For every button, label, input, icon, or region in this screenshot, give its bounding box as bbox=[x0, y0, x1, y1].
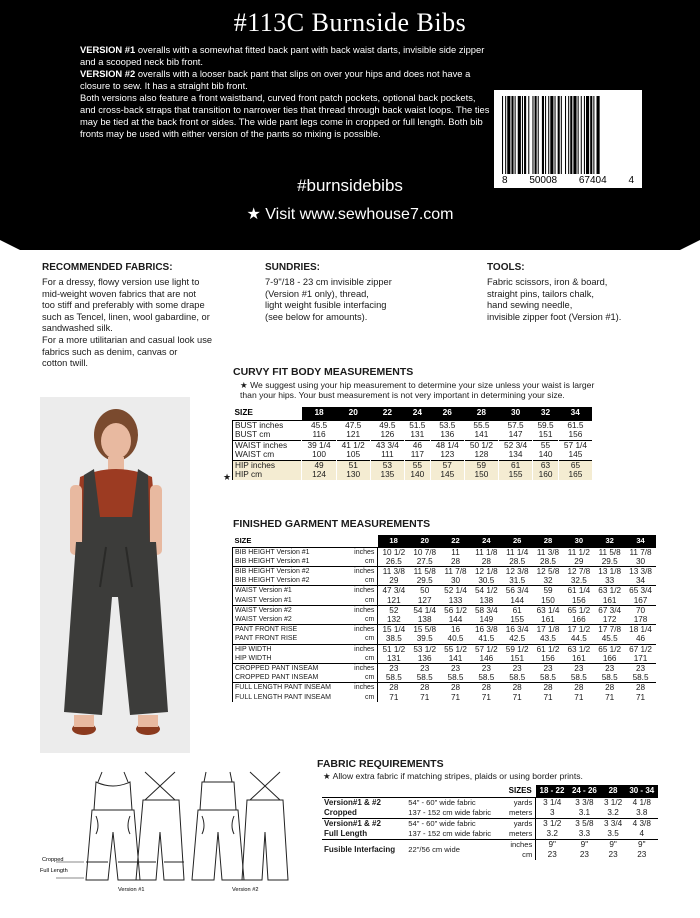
technical-drawings bbox=[40, 770, 300, 895]
model-photo bbox=[40, 397, 190, 753]
curvy-cell: 57 1/4 145 bbox=[558, 440, 592, 460]
fabric-cell: 4 1/8 3.8 bbox=[626, 797, 658, 818]
finished-row bbox=[233, 605, 657, 624]
barcode-bar bbox=[511, 96, 513, 174]
finished-cell: 23 58.5 bbox=[471, 663, 502, 682]
curvy-cell: 59.5 151 bbox=[533, 420, 559, 440]
finished-cell: 23 58.5 bbox=[563, 663, 594, 682]
recommended-text: For a dressy, flowy version use light to mid-weight woven fabrics that are not too stiff and preferably with some drape such as Tencel, linen, wool gabardine, or sandwashed silk. For a more utilitarian and casual look use fabrics such as denim, canvas or cotton twill. bbox=[42, 277, 213, 369]
finished-cell: 18 1/4 46 bbox=[625, 625, 656, 644]
fabric-cell: 3 3/8 3.1 bbox=[568, 797, 600, 818]
finished-cell: 15 5/8 39.5 bbox=[409, 625, 440, 644]
curvy-cell: 63 160 bbox=[533, 460, 559, 480]
finished-cell: 10 7/8 27.5 bbox=[409, 547, 440, 566]
curvy-size-header: 34 bbox=[558, 407, 592, 420]
barcode-bar bbox=[561, 96, 562, 174]
finished-cell: 52 132 bbox=[378, 605, 409, 624]
finished-cell: 12 5/8 32 bbox=[533, 566, 564, 585]
barcode-bar bbox=[524, 96, 526, 174]
fabric-requirements-table bbox=[322, 785, 658, 860]
finished-cell: 11 1/4 28.5 bbox=[502, 547, 533, 566]
pattern-description bbox=[80, 44, 490, 140]
finished-cell: 17 7/8 45.5 bbox=[594, 625, 625, 644]
finished-cell: 11 3/8 29 bbox=[378, 566, 409, 585]
sundries-text: 7-9"/18 - 23 cm invisible zipper (Version #1 only), thread, light weight fusible interfacing (see below for amounts). bbox=[265, 277, 392, 322]
curvy-cell: 43 3/4 111 bbox=[370, 440, 404, 460]
finished-cell: 23 58.5 bbox=[502, 663, 533, 682]
finished-cell: 23 58.5 bbox=[440, 663, 471, 682]
version1-lead: VERSION #1 bbox=[80, 44, 136, 55]
finished-size-header: 18 bbox=[378, 535, 409, 547]
finished-size-header: 34 bbox=[625, 535, 656, 547]
barcode-bar bbox=[507, 96, 510, 174]
curvy-size-header: 26 bbox=[430, 407, 464, 420]
curvy-row bbox=[233, 440, 593, 460]
fabric-row bbox=[322, 818, 658, 839]
hip-star-icon: ★ bbox=[223, 472, 232, 482]
finished-cell: 61 155 bbox=[502, 605, 533, 624]
finished-cell: 70 178 bbox=[625, 605, 656, 624]
finished-cell: 12 7/8 32.5 bbox=[563, 566, 594, 585]
barcode-bar bbox=[535, 96, 537, 174]
curvy-row-label: HIP inches HIP cm bbox=[233, 460, 302, 480]
finished-cell: 28 71 bbox=[440, 683, 471, 702]
recommended-fabrics bbox=[42, 262, 242, 370]
curvy-cell: 46 117 bbox=[404, 440, 430, 460]
finished-cell: 56 3/4 144 bbox=[502, 586, 533, 605]
finished-cell: 50 127 bbox=[409, 586, 440, 605]
finished-size-header: 30 bbox=[563, 535, 594, 547]
fabric-row-unit: inches cm bbox=[504, 839, 536, 860]
finished-cell: 17 1/2 44.5 bbox=[563, 625, 594, 644]
version2-text: overalls with a looser back pant that slips on over your hips and does not have a closure to sew. It has a straight bib front. bbox=[80, 68, 471, 91]
barcode-bar bbox=[584, 96, 585, 174]
finished-cell: 61 1/4 156 bbox=[563, 586, 594, 605]
fabric-row bbox=[322, 839, 658, 860]
barcode-bar bbox=[597, 96, 600, 174]
finished-row-label: BIB HEIGHT Version #1 BIB HEIGHT Version #1 bbox=[233, 547, 349, 566]
finished-cell: 11 7/8 30 bbox=[625, 547, 656, 566]
fabric-cell: 9" 23 bbox=[568, 839, 600, 860]
curvy-cell: 59 150 bbox=[464, 460, 498, 480]
curvy-size-label: SIZE bbox=[233, 407, 302, 420]
barcode-bar bbox=[565, 96, 566, 174]
finished-cell: 28 71 bbox=[625, 683, 656, 702]
finished-row-label: PANT FRONT RISE PANT FRONT RISE bbox=[233, 625, 349, 644]
fabric-row-unit: yards meters bbox=[504, 818, 536, 839]
finished-cell: 11 3/8 28.5 bbox=[533, 547, 564, 566]
curvy-size-header: 30 bbox=[499, 407, 533, 420]
finished-cell: 63 1/2 161 bbox=[594, 586, 625, 605]
barcode-digit-3: 67404 bbox=[578, 175, 607, 186]
barcode-bar bbox=[550, 96, 553, 174]
curvy-cell: 41 1/2 105 bbox=[336, 440, 370, 460]
hashtag: #burnsidebibs bbox=[297, 176, 403, 195]
curvy-cell: 48 1/4 123 bbox=[430, 440, 464, 460]
barcode-bar bbox=[586, 96, 589, 174]
barcode bbox=[494, 90, 642, 188]
finished-cell: 11 7/8 30 bbox=[440, 566, 471, 585]
curvy-size-header: 28 bbox=[464, 407, 498, 420]
finished-cell: 12 1/8 30.5 bbox=[471, 566, 502, 585]
fabric-note: ★ Allow extra fabric if matching stripes, plaids or using border prints. bbox=[323, 771, 583, 781]
curvy-cell: 57 145 bbox=[430, 460, 464, 480]
finished-row-label: CROPPED PANT INSEAM CROPPED PANT INSEAM bbox=[233, 663, 349, 682]
finished-row-unit: inches cm bbox=[348, 605, 378, 624]
finished-cell: 67 3/4 172 bbox=[594, 605, 625, 624]
finished-cell: 12 3/8 31.5 bbox=[502, 566, 533, 585]
version2-lead: VERSION #2 bbox=[80, 68, 136, 79]
finished-cell: 47 3/4 121 bbox=[378, 586, 409, 605]
finished-cell: 11 1/2 29 bbox=[563, 547, 594, 566]
barcode-bar bbox=[502, 96, 503, 174]
finished-row bbox=[233, 683, 657, 702]
finished-size-header: 28 bbox=[533, 535, 564, 547]
finished-row-unit: inches cm bbox=[348, 663, 378, 682]
finished-row-label: FULL LENGTH PANT INSEAM FULL LENGTH PANT INSEAM bbox=[233, 683, 349, 702]
version1-text: overalls with a somewhat fitted back pant with back waist darts, invisible side zipper and a scooped neck bib front. bbox=[80, 44, 485, 67]
finished-cell: 53 1/2 136 bbox=[409, 644, 440, 663]
tools bbox=[487, 262, 677, 323]
header-banner bbox=[0, 0, 700, 240]
finished-row bbox=[233, 625, 657, 644]
fabric-cell: 3 1/2 3.2 bbox=[536, 818, 568, 839]
fabric-sizes-label: SIZES bbox=[322, 785, 536, 797]
curvy-size-header: 20 bbox=[336, 407, 370, 420]
finished-size-header: 24 bbox=[471, 535, 502, 547]
curvy-cell: 49.5 126 bbox=[370, 420, 404, 440]
fabric-cell: 3 3/4 3.5 bbox=[601, 818, 626, 839]
curvy-cell: 55 140 bbox=[404, 460, 430, 480]
finished-cell: 28 71 bbox=[378, 683, 409, 702]
barcode-bar bbox=[593, 96, 594, 174]
finished-cell: 23 58.5 bbox=[625, 663, 656, 682]
curvy-cell: 39 1/4 100 bbox=[302, 440, 336, 460]
finished-row-unit: inches cm bbox=[348, 547, 378, 566]
curvy-cell: 55 140 bbox=[533, 440, 559, 460]
curvy-cell: 53.5 136 bbox=[430, 420, 464, 440]
finished-row bbox=[233, 586, 657, 605]
finished-cell: 51 1/2 131 bbox=[378, 644, 409, 663]
finished-title: FINISHED GARMENT MEASUREMENTS bbox=[233, 518, 431, 530]
fabric-row-label: Version#1 & #2 Full Length bbox=[322, 818, 406, 839]
model-illustration bbox=[40, 397, 190, 753]
fabric-row-unit: yards meters bbox=[504, 797, 536, 818]
curvy-cell: 52 3/4 134 bbox=[499, 440, 533, 460]
finished-row-unit: inches cm bbox=[348, 683, 378, 702]
curvy-size-header: 18 bbox=[302, 407, 336, 420]
finished-cell: 23 58.5 bbox=[533, 663, 564, 682]
finished-cell: 28 71 bbox=[533, 683, 564, 702]
curvy-cell: 61 155 bbox=[499, 460, 533, 480]
finished-cell: 11 5/8 29.5 bbox=[409, 566, 440, 585]
label-version1: Version #1 bbox=[118, 887, 145, 893]
finished-cell: 28 71 bbox=[594, 683, 625, 702]
curvy-cell: 65 165 bbox=[558, 460, 592, 480]
barcode-bar bbox=[538, 96, 539, 174]
finished-cell: 54 1/4 138 bbox=[409, 605, 440, 624]
finished-cell: 65 3/4 167 bbox=[625, 586, 656, 605]
barcode-digit-4: 4 bbox=[628, 175, 634, 186]
barcode-bar bbox=[555, 96, 556, 174]
fabric-cell: 3 5/8 3.3 bbox=[568, 818, 600, 839]
barcode-digit-2: 50008 bbox=[529, 175, 558, 186]
curvy-cell: 45.5 116 bbox=[302, 420, 336, 440]
barcode-bar bbox=[545, 96, 546, 174]
finished-cell: 28 71 bbox=[409, 683, 440, 702]
finished-row bbox=[233, 547, 657, 566]
finished-row bbox=[233, 566, 657, 585]
barcode-digit-1: 8 bbox=[502, 175, 508, 186]
curvy-cell: 47.5 121 bbox=[336, 420, 370, 440]
finished-size-header: 26 bbox=[502, 535, 533, 547]
curvy-fit-table bbox=[232, 407, 592, 480]
fabric-row-desc: 54" - 60" wide fabric 137 - 152 cm wide fabric bbox=[406, 797, 503, 818]
label-version2: Version #2 bbox=[232, 887, 259, 893]
fabric-cell: 3 1/4 3 bbox=[536, 797, 568, 818]
finished-cell: 23 58.5 bbox=[378, 663, 409, 682]
visit-text: Visit www.sewhouse7.com bbox=[265, 206, 454, 223]
finished-cell: 58 3/4 149 bbox=[471, 605, 502, 624]
label-cropped: Cropped bbox=[42, 857, 64, 863]
finished-cell: 67 1/2 171 bbox=[625, 644, 656, 663]
barcode-bar bbox=[581, 96, 582, 174]
finished-cell: 23 58.5 bbox=[594, 663, 625, 682]
finished-size-header: 22 bbox=[440, 535, 471, 547]
finished-cell: 59 150 bbox=[533, 586, 564, 605]
finished-cell: 17 1/8 43.5 bbox=[533, 625, 564, 644]
finished-cell: 11 1/8 28 bbox=[471, 547, 502, 566]
barcode-bar bbox=[573, 96, 576, 174]
barcode-bar bbox=[522, 96, 523, 174]
finished-cell: 10 1/2 26.5 bbox=[378, 547, 409, 566]
fabric-title: FABRIC REQUIREMENTS bbox=[317, 758, 444, 770]
finished-cell: 28 71 bbox=[563, 683, 594, 702]
finished-cell: 61 1/2 156 bbox=[533, 644, 564, 663]
curvy-cell: 51 130 bbox=[336, 460, 370, 480]
finished-cell: 28 71 bbox=[502, 683, 533, 702]
fabric-row-desc: 54" - 60" wide fabric 137 - 152 cm wide fabric bbox=[406, 818, 503, 839]
finished-cell: 11 5/8 29.5 bbox=[594, 547, 625, 566]
barcode-bar bbox=[548, 96, 549, 174]
pattern-title: #113C Burnside Bibs bbox=[233, 8, 467, 37]
barcode-bar bbox=[568, 96, 569, 174]
fabric-size-header: 30 - 34 bbox=[626, 785, 658, 797]
finished-garment-table bbox=[232, 535, 656, 702]
fabric-row-label: Version#1 & #2 Cropped bbox=[322, 797, 406, 818]
finished-size-header: 20 bbox=[409, 535, 440, 547]
both-versions-text: Both versions also feature a front waistband, curved front patch pockets, optional back pockets, and cross-back straps that transition to narrower ties that thread through back waist loops. The ties may be tied at the back front or sides. The wide pant legs come in cropped or full length. Both bib fronts may be used with either version of the pants so mixing is possible. bbox=[80, 92, 490, 139]
barcode-bar bbox=[528, 96, 529, 174]
finished-cell: 59 1/2 151 bbox=[502, 644, 533, 663]
barcode-bars bbox=[500, 96, 636, 174]
fabric-cell: 9" 23 bbox=[601, 839, 626, 860]
curvy-cell: 51.5 131 bbox=[404, 420, 430, 440]
fabric-size-header: 28 bbox=[601, 785, 626, 797]
fabric-cell: 9" 23 bbox=[536, 839, 568, 860]
fabric-cell: 3 1/2 3.2 bbox=[601, 797, 626, 818]
star-icon: ★ bbox=[246, 206, 261, 223]
finished-size-label: SIZE bbox=[233, 535, 378, 547]
finished-cell: 16 3/8 41.5 bbox=[471, 625, 502, 644]
finished-size-header: 32 bbox=[594, 535, 625, 547]
finished-cell: 55 1/2 141 bbox=[440, 644, 471, 663]
curvy-row bbox=[233, 460, 593, 480]
finished-cell: 16 40.5 bbox=[440, 625, 471, 644]
fabric-cell: 4 3/8 4 bbox=[626, 818, 658, 839]
finished-cell: 54 1/2 138 bbox=[471, 586, 502, 605]
barcode-bar bbox=[518, 96, 521, 174]
header-cut-edge bbox=[0, 238, 700, 250]
finished-cell: 15 1/4 38.5 bbox=[378, 625, 409, 644]
finished-cell: 52 1/4 133 bbox=[440, 586, 471, 605]
curvy-cell: 55.5 141 bbox=[464, 420, 498, 440]
curvy-size-header: 24 bbox=[404, 407, 430, 420]
curvy-size-header: 32 bbox=[533, 407, 559, 420]
visit-link[interactable] bbox=[0, 204, 700, 224]
finished-cell: 63 1/4 161 bbox=[533, 605, 564, 624]
barcode-digits bbox=[500, 175, 636, 186]
finished-row-unit: inches cm bbox=[348, 566, 378, 585]
barcode-bar bbox=[590, 96, 592, 174]
finished-cell: 65 1/2 166 bbox=[563, 605, 594, 624]
sundries bbox=[265, 262, 445, 323]
barcode-bar bbox=[515, 96, 516, 174]
curvy-row-label: BUST inches BUST cm bbox=[233, 420, 302, 440]
barcode-bar bbox=[532, 96, 533, 174]
fabric-row bbox=[322, 797, 658, 818]
finished-row-label: WAIST Version #1 WAIST Version #1 bbox=[233, 586, 349, 605]
finished-row-label: BIB HEIGHT Version #2 BIB HEIGHT Version #2 bbox=[233, 566, 349, 585]
fabric-row-label: Fusible Interfacing bbox=[322, 839, 406, 860]
fabric-row-desc: 22"/56 cm wide bbox=[406, 839, 503, 860]
finished-cell: 63 1/2 161 bbox=[563, 644, 594, 663]
barcode-bar bbox=[542, 96, 544, 174]
finished-row-label: HIP WIDTH HIP WIDTH bbox=[233, 644, 349, 663]
finished-cell: 56 1/2 144 bbox=[440, 605, 471, 624]
finished-row-unit: inches cm bbox=[348, 625, 378, 644]
fabric-size-header: 18 - 22 bbox=[536, 785, 568, 797]
curvy-cell: 53 135 bbox=[370, 460, 404, 480]
finished-row-unit: inches cm bbox=[348, 644, 378, 663]
label-full-length: Full Length bbox=[40, 868, 68, 874]
finished-cell: 13 1/8 33 bbox=[594, 566, 625, 585]
curvy-cell: 49 124 bbox=[302, 460, 336, 480]
tools-heading: TOOLS: bbox=[487, 262, 525, 273]
barcode-bar bbox=[505, 96, 506, 174]
finished-row-unit: inches cm bbox=[348, 586, 378, 605]
finished-row bbox=[233, 644, 657, 663]
sundries-heading: SUNDRIES: bbox=[265, 262, 321, 273]
curvy-row-label: WAIST inches WAIST cm bbox=[233, 440, 302, 460]
finished-cell: 23 58.5 bbox=[409, 663, 440, 682]
finished-cell: 11 28 bbox=[440, 547, 471, 566]
finished-cell: 65 1/2 166 bbox=[594, 644, 625, 663]
finished-cell: 13 3/8 34 bbox=[625, 566, 656, 585]
curvy-row bbox=[233, 420, 593, 440]
curvy-cell: 61.5 156 bbox=[558, 420, 592, 440]
tools-text: Fabric scissors, iron & board, straight pins, tailors chalk, hand sewing needle, invisible zipper foot (Version #1). bbox=[487, 277, 622, 322]
curvy-cell: 50 1/2 128 bbox=[464, 440, 498, 460]
finished-cell: 28 71 bbox=[471, 683, 502, 702]
curvy-note: ★ We suggest using your hip measurement to determine your size unless your waist is larger than your hips. Your bust measurement is not very important in determining your size. bbox=[240, 380, 595, 401]
curvy-size-header: 22 bbox=[370, 407, 404, 420]
finished-cell: 16 3/4 42.5 bbox=[502, 625, 533, 644]
drawings-svg bbox=[40, 770, 300, 895]
barcode-bar bbox=[558, 96, 560, 174]
finished-cell: 57 1/2 146 bbox=[471, 644, 502, 663]
finished-row-label: WAIST Version #2 WAIST Version #2 bbox=[233, 605, 349, 624]
curvy-cell: 57.5 147 bbox=[499, 420, 533, 440]
finished-row bbox=[233, 663, 657, 682]
recommended-heading: RECOMMENDED FABRICS: bbox=[42, 262, 173, 273]
barcode-bar bbox=[578, 96, 579, 174]
fabric-size-header: 24 - 26 bbox=[568, 785, 600, 797]
fabric-cell: 9" 23 bbox=[626, 839, 658, 860]
barcode-bar bbox=[570, 96, 572, 174]
curvy-title: CURVY FIT BODY MEASUREMENTS bbox=[233, 366, 414, 378]
